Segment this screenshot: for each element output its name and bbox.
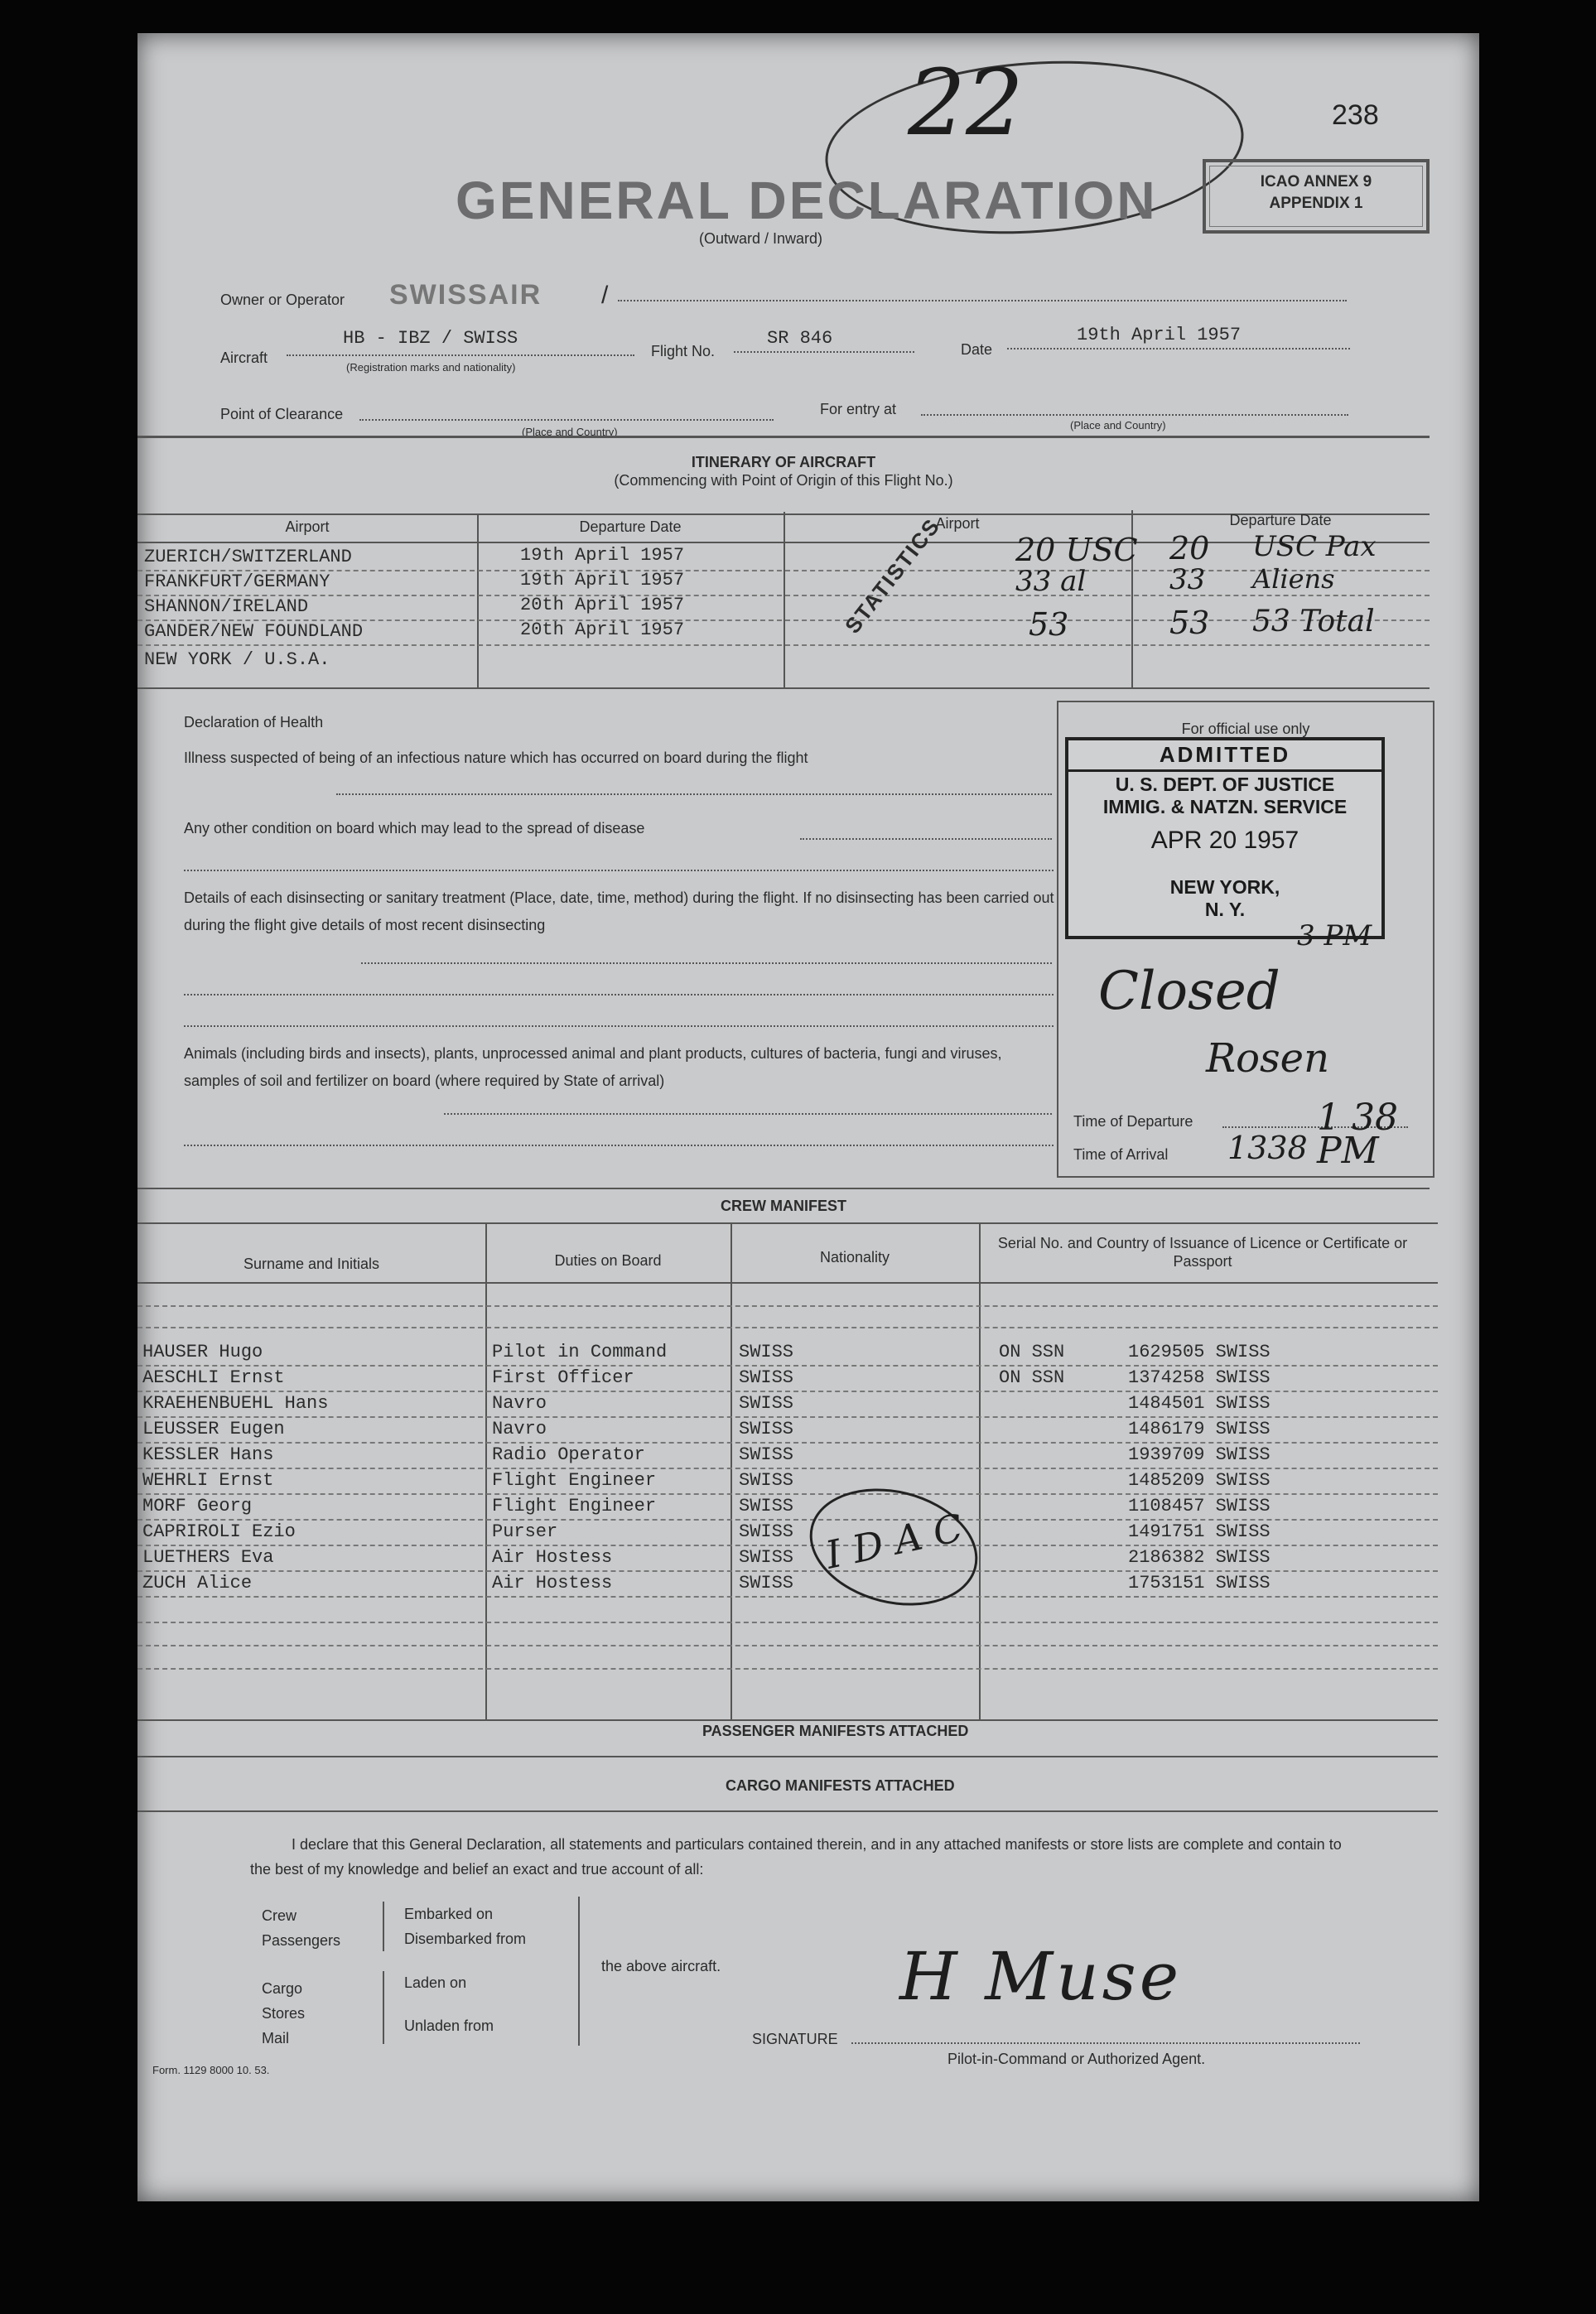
- owner-separator: /: [601, 282, 609, 309]
- stat-total-num: 53: [1169, 605, 1210, 641]
- itin-header-airport-2: Airport: [935, 515, 980, 532]
- crew-serial: 1484501 SWISS: [1128, 1393, 1271, 1414]
- statistics-stamp: STATISTICS: [840, 513, 945, 639]
- signature-role: Pilot-in-Command or Authorized Agent.: [947, 2051, 1206, 2067]
- crew-name: CAPRIROLI Ezio: [142, 1521, 296, 1542]
- itin-airport: FRANKFURT/GERMANY: [144, 571, 330, 592]
- itin-header-date-2: Departure Date: [1229, 512, 1332, 528]
- decl-crew: Crew: [262, 1907, 297, 1924]
- official-use-label: For official use only: [1181, 721, 1310, 737]
- page-number: 238: [1332, 99, 1379, 131]
- icao-box: [1203, 159, 1430, 234]
- document-subtitle: (Outward / Inward): [699, 230, 823, 247]
- crew-header-nationality: Nationality: [819, 1249, 890, 1265]
- aircraft-value: HB - IBZ / SWISS: [343, 328, 518, 349]
- handwritten-initials: Rosen: [1206, 1035, 1329, 1082]
- handwritten-time: 3 PM: [1297, 919, 1372, 952]
- decl-embarked: Embarked on: [404, 1906, 494, 1922]
- crew-nationality: SWISS: [739, 1496, 794, 1516]
- crew-duty: Air Hostess: [492, 1573, 613, 1593]
- itin-date: 19th April 1957: [520, 545, 685, 566]
- decl-embark: [404, 1902, 526, 1951]
- crew-serial: 1374258 SWISS: [1128, 1367, 1271, 1388]
- crew-duty: Navro: [492, 1393, 547, 1414]
- crew-nationality: SWISS: [739, 1573, 794, 1593]
- stamp-state: N. Y.: [1204, 899, 1246, 920]
- icao-appendix: APPENDIX 1: [1269, 195, 1363, 212]
- stat-total-count: 53: [1029, 606, 1069, 643]
- itin-header-airport-1: Airport: [285, 518, 330, 535]
- stat-usc-num: 20: [1169, 530, 1210, 566]
- crew-serial-prefix: ON SSN: [999, 1342, 1065, 1362]
- stat-alien-count: 33 al: [1015, 565, 1087, 598]
- crew-nationality: SWISS: [739, 1419, 794, 1439]
- crew-duty: Radio Operator: [492, 1444, 645, 1465]
- crew-serial: 1629505 SWISS: [1128, 1342, 1271, 1362]
- crew-nationality: SWISS: [739, 1393, 794, 1414]
- declaration-text: I declare that this General Declaration, all statements and particulars contained therein, and in any attached manifests or store lists are complete and contain to the best of my knowledge and belief an exact and true account of all:: [250, 1836, 1342, 1878]
- time-arrival-label: Time of Arrival: [1073, 1146, 1169, 1163]
- crew-header-name: Surname and Initials: [243, 1256, 380, 1272]
- itin-airport: NEW YORK / U.S.A.: [144, 649, 330, 670]
- crew-nationality: SWISS: [739, 1444, 794, 1465]
- stamp-city: NEW YORK,: [1169, 876, 1280, 898]
- itin-header-date-1: Departure Date: [579, 518, 682, 535]
- crew-header-serial: Serial No. and Country of Issuance of Licence or Certificate or Passport: [997, 1235, 1408, 1270]
- crew-nationality: SWISS: [739, 1367, 794, 1388]
- crew-duty: Navro: [492, 1419, 547, 1439]
- document-page: [137, 33, 1479, 2201]
- clearance-label: Point of Clearance: [220, 406, 344, 422]
- document-title: GENERAL DECLARATION: [456, 171, 1158, 230]
- flight-value: SR 846: [767, 328, 833, 349]
- stamp-date: APR 20 1957: [1150, 827, 1299, 854]
- crew-name: LEUSSER Eugen: [142, 1419, 285, 1439]
- flight-label: Flight No.: [651, 343, 716, 359]
- crew-name: ZUCH Alice: [142, 1573, 253, 1593]
- passenger-manifests: PASSENGER MANIFESTS ATTACHED: [702, 1723, 969, 1739]
- cargo-manifests: CARGO MANIFESTS ATTACHED: [726, 1777, 955, 1794]
- date-label: Date: [961, 341, 993, 358]
- itin-airport: SHANNON/IRELAND: [144, 596, 309, 617]
- decl-cargo-stores-mail: [262, 1976, 305, 2051]
- crew-title: CREW MANIFEST: [721, 1198, 846, 1214]
- health-item-1: Illness suspected of being of an infectious nature which has occurred on board during the flight: [184, 750, 808, 766]
- crew-serial: 1491751 SWISS: [1128, 1521, 1271, 1542]
- itinerary-subtitle: (Commencing with Point of Origin of this Flight No.): [614, 472, 953, 489]
- crew-serial: 2186382 SWISS: [1128, 1547, 1271, 1568]
- crew-duty: Purser: [492, 1521, 558, 1542]
- crew-name: KESSLER Hans: [142, 1444, 274, 1465]
- stat-alien-num: 33: [1169, 563, 1206, 596]
- health-title: Declaration of Health: [184, 714, 324, 730]
- entry-label: For entry at: [820, 401, 897, 417]
- decl-mail: Mail: [262, 2030, 290, 2046]
- form-number: Form. 1129 8000 10. 53.: [152, 2064, 270, 2076]
- health-item-4: Animals (including birds and insects), plants, unprocessed animal and plant products, cultures of bacteria, fungi and viruses, samples of soil and fertilizer on board (where required by State of arrival): [184, 1045, 1002, 1089]
- decl-unladen: Unladen from: [404, 2018, 494, 2034]
- owner-value: SWISSAIR: [389, 279, 542, 311]
- health-item-2: Any other condition on board which may lead to the spread of disease: [184, 820, 645, 836]
- decl-above-aircraft: the above aircraft.: [601, 1958, 721, 1974]
- crew-nationality: SWISS: [739, 1547, 794, 1568]
- crew-serial: 1939709 SWISS: [1128, 1444, 1271, 1465]
- crew-name: WEHRLI Ernst: [142, 1470, 274, 1491]
- crew-name: KRAEHENBUEHL Hans: [142, 1393, 329, 1414]
- crew-header-duties: Duties on Board: [554, 1252, 662, 1269]
- crew-name: MORF Georg: [142, 1496, 253, 1516]
- stat-usc-count: 20 USC: [1015, 532, 1138, 568]
- crew-name: HAUSER Hugo: [142, 1342, 263, 1362]
- aircraft-label: Aircraft: [220, 350, 268, 366]
- crew-duty: Pilot in Command: [492, 1342, 668, 1362]
- time-arrival-value: 1338: [1227, 1130, 1308, 1166]
- decl-laden: Laden on: [404, 1974, 467, 1991]
- aircraft-note: (Registration marks and nationality): [346, 361, 516, 374]
- health-item-3: Details of each disinsecting or sanitary treatment (Place, date, time, method) during the flight. If no disinsecting has been carried out during the flight give details of most recent disinsecting: [184, 889, 1054, 933]
- itin-date: 19th April 1957: [520, 570, 685, 591]
- owner-label: Owner or Operator: [220, 292, 345, 308]
- stamp-dept: U. S. DEPT. OF JUSTICE: [1115, 774, 1335, 795]
- clearance-note: (Place and Country): [522, 426, 618, 438]
- crew-duty: Air Hostess: [492, 1547, 613, 1568]
- crew-nationality: SWISS: [739, 1470, 794, 1491]
- crew-serial-prefix: ON SSN: [999, 1367, 1065, 1388]
- crew-nationality: SWISS: [739, 1342, 794, 1362]
- stamp-admitted: ADMITTED: [1068, 740, 1381, 772]
- date-value: 19th April 1957: [1077, 325, 1242, 345]
- handwritten-number: 22: [908, 50, 1024, 156]
- crew-serial: 1108457 SWISS: [1128, 1496, 1271, 1516]
- stat-total-label: 53 Total: [1252, 605, 1375, 639]
- crew-serial: 1485209 SWISS: [1128, 1470, 1271, 1491]
- signature-value: H Muse: [899, 1938, 1183, 2015]
- crew-name: AESCHLI Ernst: [142, 1367, 285, 1388]
- stamp-service: IMMIG. & NATZN. SERVICE: [1102, 796, 1348, 817]
- stat-usc-label: USC Pax: [1252, 530, 1377, 563]
- time-arrival-hand: 1 38 PM: [1317, 1097, 1398, 1172]
- stat-alien-label: Aliens: [1252, 563, 1335, 595]
- itin-date: 20th April 1957: [520, 595, 685, 615]
- itinerary-title: ITINERARY OF AIRCRAFT: [691, 454, 876, 470]
- admitted-stamp: [1065, 737, 1385, 939]
- crew-duty: First Officer: [492, 1367, 634, 1388]
- icao-annex: ICAO ANNEX 9: [1260, 173, 1372, 190]
- crew-duty: Flight Engineer: [492, 1496, 657, 1516]
- itin-airport: GANDER/NEW FOUNDLAND: [144, 621, 364, 642]
- decl-crew-passengers: [262, 1903, 340, 1953]
- crew-name: LUETHERS Eva: [142, 1547, 274, 1568]
- itin-airport: ZUERICH/SWITZERLAND: [144, 547, 352, 567]
- handwritten-closed: Closed: [1098, 961, 1280, 1022]
- crew-nationality: SWISS: [739, 1521, 794, 1542]
- entry-note: (Place and Country): [1070, 419, 1166, 431]
- signature-label: SIGNATURE: [752, 2031, 838, 2047]
- decl-passengers: Passengers: [262, 1932, 341, 1949]
- idac-note: I D A C: [822, 1505, 967, 1578]
- decl-disembarked: Disembarked from: [404, 1931, 527, 1947]
- itin-date: 20th April 1957: [520, 619, 685, 640]
- crew-serial: 1753151 SWISS: [1128, 1573, 1271, 1593]
- decl-stores: Stores: [262, 2005, 306, 2022]
- crew-duty: Flight Engineer: [492, 1470, 657, 1491]
- decl-cargo: Cargo: [262, 1980, 303, 1997]
- time-departure-label: Time of Departure: [1073, 1113, 1193, 1130]
- crew-serial: 1486179 SWISS: [1128, 1419, 1271, 1439]
